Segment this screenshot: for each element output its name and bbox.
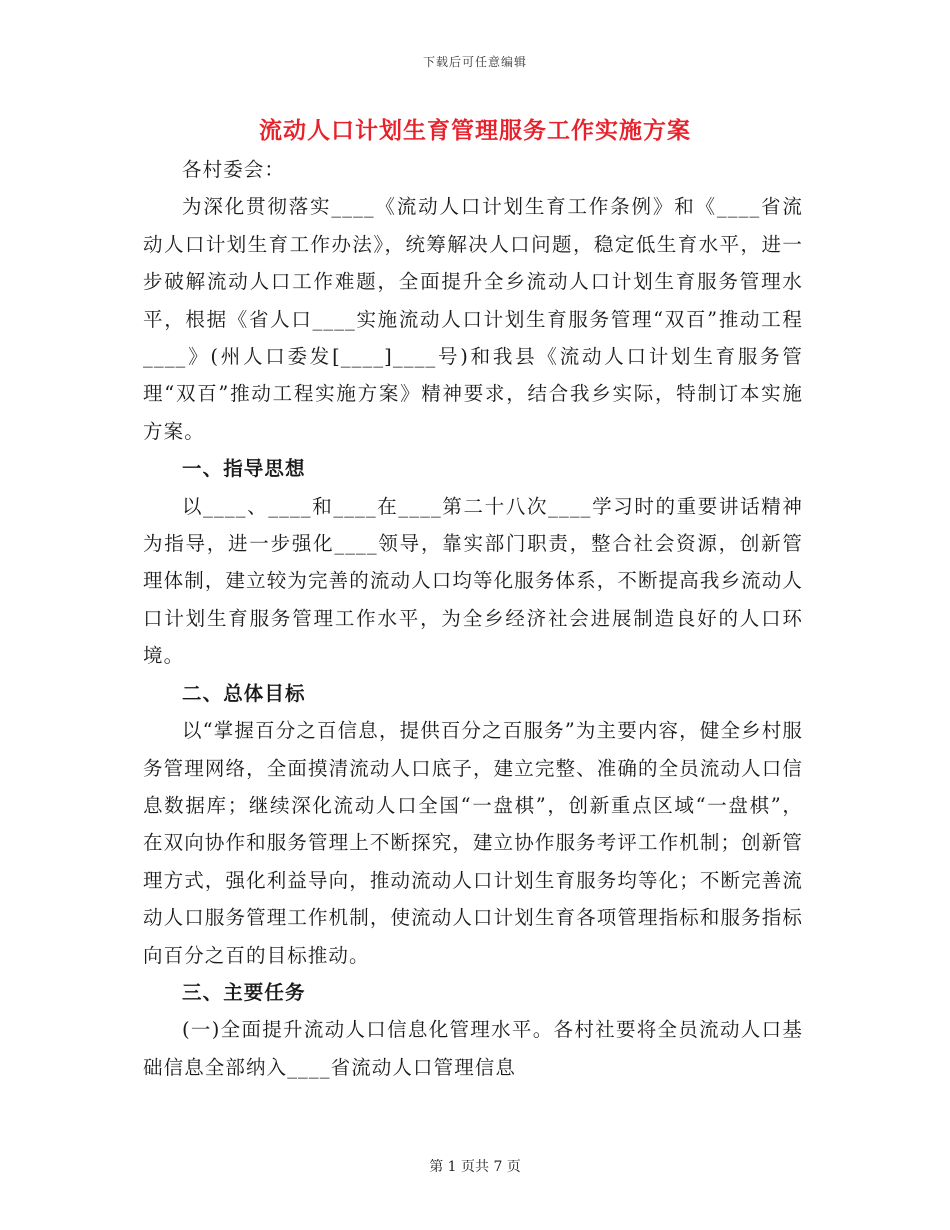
document-title: 流动人口计划生育管理服务工作实施方案 <box>259 117 691 144</box>
page-footer: 第 1 页共 7 页 <box>429 1159 521 1175</box>
intro-paragraph: 为深化贯彻落实____《流动人口计划生育工作条例》和《____省流动人口计划生育工作办法》，统筹解决人口问题，稳定低生育水平，进一步破解流动人口工作难题，全面提升全乡流动人口计划生育服务管理水平，根据《省人口____实施流动人口计划生育服务管理“双百”推动工程____》(州人口委发[____]____号)和我县《流动人口计划生育服务管理“双百”推动工程实施方案》精神要求，结合我乡实际，特制订本实施方案。 <box>143 195 803 443</box>
section-heading-main-tasks: 三、主要任务 <box>182 980 306 1004</box>
header-note: 下载后可任意编辑 <box>422 55 527 69</box>
document-body <box>143 151 803 1086</box>
section-heading-guiding-ideology: 一、指导思想 <box>182 457 306 481</box>
section-paragraph: 以“掌握百分之百信息，提供百分之百服务”为主要内容，健全乡村服务管理网络，全面摸清流动人口底子，建立完整、准确的全员流动人口信息数据库；继续深化流动人口全国“一盘棋”，创新重点区域“一盘棋”，在双向协作和服务管理上不断探究，建立协作服务考评工作机制；创新管理方式，强化利益导向，推动流动人口计划生育服务均等化；不断完善流动人口服务管理工作机制，使流动人口计划生育各项管理指标和服务指标向百分之百的目标推动。 <box>143 719 803 967</box>
section-heading-overall-goals: 二、总体目标 <box>182 681 306 705</box>
salutation: 各村委会： <box>182 158 286 181</box>
section-paragraph: 以____、____和____在____第二十八次____学习时的重要讲话精神为指导，进一步强化____领导，靠实部门职责，整合社会资源，创新管理体制，建立较为完善的流动人口均等化服务体系，不断提高我乡流动人口计划生育服务管理工作水平，为全乡经济社会进展制造良好的人口环境。 <box>143 494 803 668</box>
section-paragraph: (一)全面提升流动人口信息化管理水平。各村社要将全员流动人口基础信息全部纳入____省流动人口管理信息 <box>143 1018 803 1079</box>
